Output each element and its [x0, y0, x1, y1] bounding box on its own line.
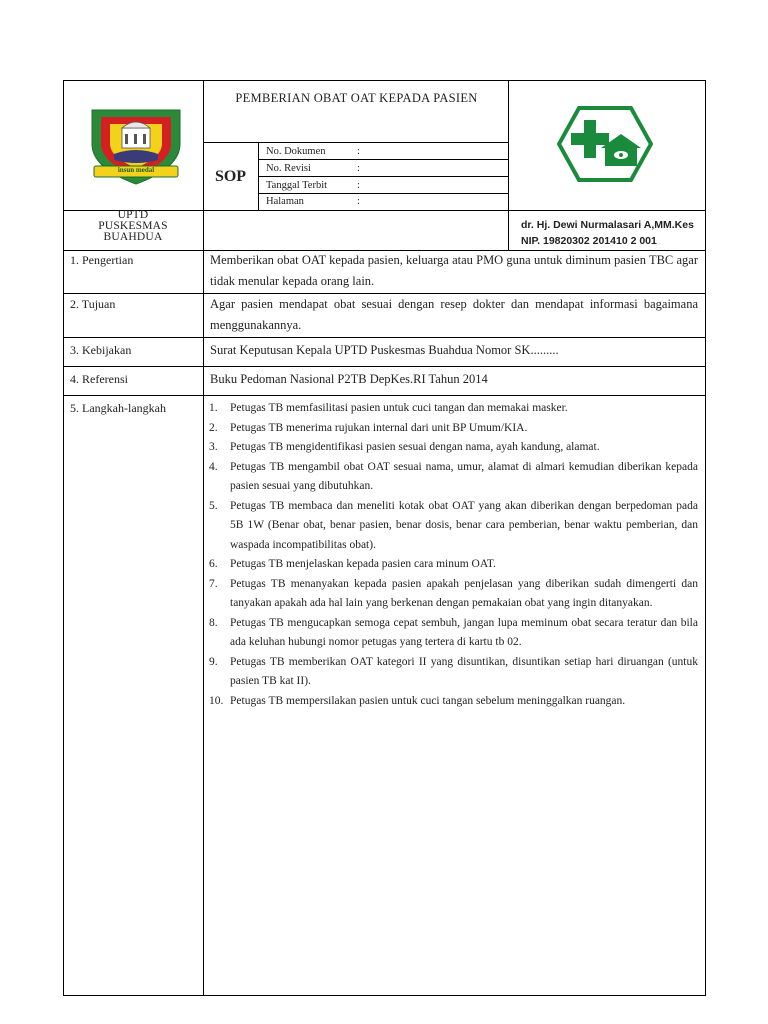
steps-list	[209, 399, 698, 711]
list-item	[209, 575, 698, 614]
step-number: 1.	[209, 402, 218, 414]
step-text: Petugas TB membaca dan meneliti kotak obat OAT yang akan diberikan dengan berpedoman pada 5B 1W (Benar obat, benar pasien, benar dosis, benar cara pemberian, benar waktu pemberian, dan waspada incompatibilitas obat).	[230, 499, 698, 551]
signatory-name: dr. Hj. Dewi Nurmalasari A,MM.Kes	[521, 219, 694, 231]
emblem-motto: insun medal	[117, 166, 155, 174]
step-number: 10.	[209, 694, 224, 707]
step-text: Petugas TB menerima rujukan internal dari unit BP Umum/KIA.	[230, 421, 528, 434]
meta-label-tanggal-terbit: Tanggal Terbit	[266, 180, 328, 191]
meta-label-no-revisi: No. Revisi	[266, 163, 311, 174]
section-text-pengertian: Memberikan obat OAT kepada pasien, keluarga atau PMO guna untuk diminum pasien TBC agar tidak menular kepada orang lain.	[210, 253, 698, 288]
section-label-pengertian: 1. Pengertian	[70, 253, 134, 267]
organization-name	[63, 210, 203, 243]
org-line: PUSKESMAS	[98, 220, 168, 232]
section-label-referensi: 4. Referensi	[70, 372, 128, 386]
meta-colon: :	[357, 196, 360, 207]
signatory-nip: NIP. 19820302 201410 2 001	[521, 235, 657, 247]
meta-colon: :	[357, 180, 360, 191]
step-number: 2.	[209, 421, 218, 434]
step-number: 9.	[209, 655, 218, 668]
puskesmas-logo-icon	[557, 106, 653, 182]
list-item	[209, 419, 698, 439]
step-text: Petugas TB mengidentifikasi pasien sesuai dengan nama, ayah kandung, alamat.	[230, 441, 600, 453]
meta-label-halaman: Halaman	[266, 196, 304, 207]
list-item	[209, 614, 698, 653]
meta-colon: :	[357, 163, 360, 174]
step-number: 4.	[209, 460, 218, 473]
step-number: 7.	[209, 577, 218, 590]
list-item	[209, 497, 698, 556]
step-text: Petugas TB mengambil obat OAT sesuai nama, umur, alamat di almari kemudian diberikan kepada pasien sesuai yang dibutuhkan.	[230, 460, 698, 492]
section-label-kebijakan: 3. Kebijakan	[70, 343, 132, 357]
step-text: Petugas TB mengucapkan semoga cepat sembuh, jangan lupa meminum obat secara teratur dan bila ada keluhan hubungi nomor petugas yang tertera di kartu tb 02.	[230, 616, 698, 648]
section-text-referensi: Buku Pedoman Nasional P2TB DepKes.RI Tahun 2014	[210, 372, 488, 386]
step-number: 8.	[209, 616, 218, 629]
section-label-tujuan: 2. Tujuan	[70, 297, 116, 311]
list-item	[209, 399, 698, 419]
step-number: 6.	[209, 558, 218, 570]
step-number: 5.	[209, 499, 218, 512]
step-text: Petugas TB mempersilakan pasien untuk cuci tangan sebelum meninggalkan ruangan.	[230, 694, 626, 707]
section-text-kebijakan: Surat Keputusan Kepala UPTD Puskesmas Buahdua Nomor SK.........	[210, 343, 559, 357]
org-line: UPTD	[117, 209, 149, 221]
list-item	[209, 555, 698, 575]
step-text: Petugas TB memberikan OAT kategori II yang disuntikan, disuntikan setiap hari diruangan (untuk pasien TB kat II).	[230, 655, 698, 687]
list-item	[209, 692, 698, 712]
meta-label-no-dokumen: No. Dokumen	[266, 146, 326, 157]
document-title: PEMBERIAN OBAT OAT KEPADA PASIEN	[235, 91, 478, 105]
list-item	[209, 653, 698, 692]
step-text: Petugas TB menjelaskan kepada pasien cara minum OAT.	[230, 558, 496, 570]
step-text: Petugas TB menanyakan kepada pasien apakah penjelasan yang diberikan sudah dimengerti dan tanyakan apakah ada hal lain yang berkenan dengan pemakaian obat yang ingin ditanyakan.	[230, 577, 698, 609]
list-item	[209, 438, 698, 458]
step-text: Petugas TB memfasilitasi pasien untuk cuci tangan dan memakai masker.	[230, 402, 568, 414]
meta-colon: :	[357, 146, 360, 157]
section-label-langkah: 5. Langkah-langkah	[70, 401, 166, 415]
list-item	[209, 458, 698, 497]
sop-label: SOP	[214, 168, 247, 185]
org-line: BUAHDUA	[103, 231, 163, 243]
section-text-tujuan: Agar pasien mendapat obat sesuai dengan resep dokter dan mendapat informasi bagaimana menggunakannya.	[210, 297, 698, 332]
step-number: 3.	[209, 441, 218, 453]
